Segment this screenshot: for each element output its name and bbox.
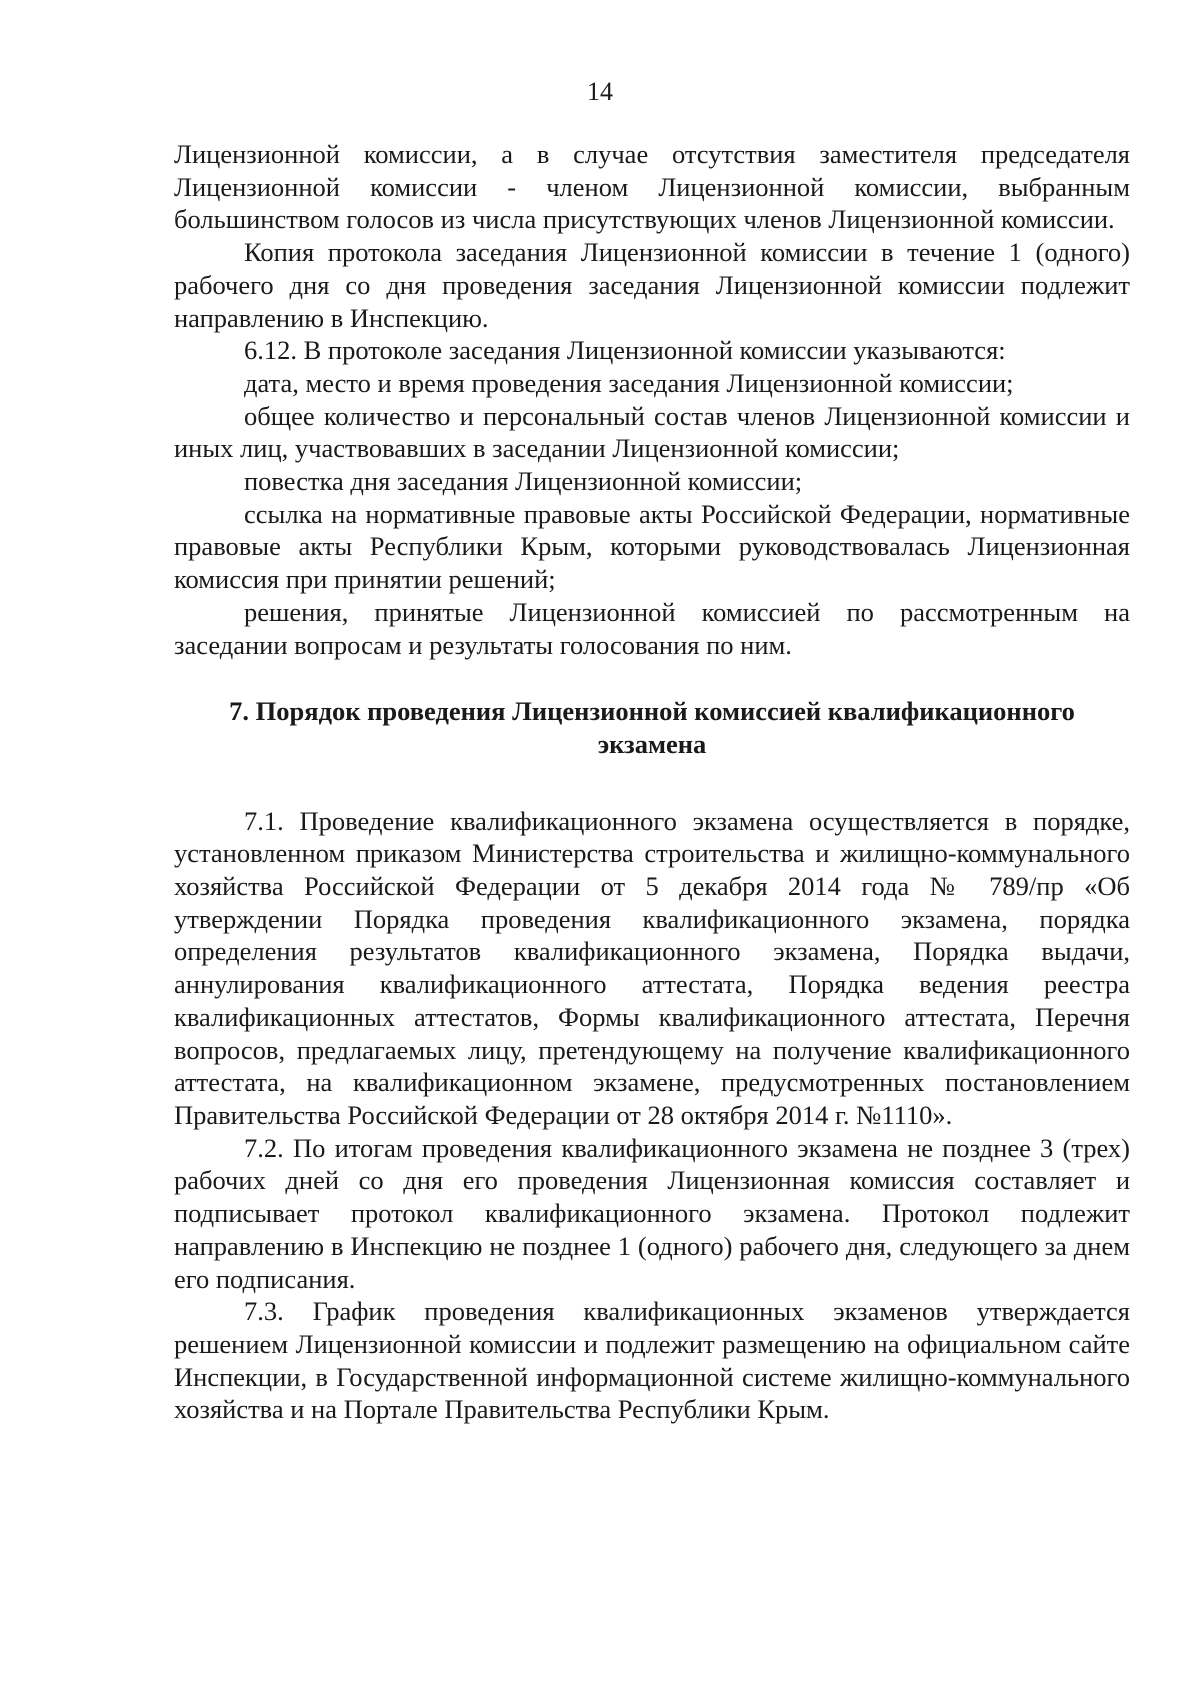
document-body: [174, 138, 1130, 1426]
list-item-agenda: повестка дня заседания Лицензионной комиссии;: [244, 466, 803, 497]
page-number: 14: [587, 77, 613, 106]
list-item-decisions: решения, принятые Лицензионной комиссией по рассмотренным на заседании вопросам и результаты голосования по ним.: [174, 596, 1130, 660]
paragraph-protocol-copy: Копия протокола заседания Лицензионной комиссии в течение 1 (одного) рабочего дня со дня проведения заседания Лицензионной комиссии подлежит направлению в Инспекцию.: [174, 237, 1130, 333]
section-7-heading: 7. Порядок проведения Лицензионной комиссией квалификационного экзамена: [229, 696, 1075, 759]
list-item-members: общее количество и персональный состав членов Лицензионной комиссии и иных лиц, участвовавших в заседании Лицензионной комиссии;: [174, 400, 1130, 464]
list-item-legal-acts: ссылка на нормативные правовые акты Российской Федерации, нормативные правовые акты Республики Крым, которыми руководствовалась Лицензионная комиссия при принятии решений;: [174, 498, 1130, 595]
paragraph-7-1: 7.1. Проведение квалификационного экзамена осуществляется в порядке, установленном приказом Министерства строительства и жилищно-коммунального хозяйства Российской Федерации от 5 декабря 2014 года № 789/пр «Об утверждении Порядка проведения квалификационного экзамена, порядка определения результатов квалификационного экзамена, Порядка выдачи, аннулирования квалификационного аттестата, Порядка ведения реестра квалификационных аттестатов, Формы квалификационного аттестата, Перечня вопросов, предлагаемых лицу, претендующему на получение квалификационного аттестата, на квалификационном экзамене, предусмотренных постановлением Правительства Российской Федерации от 28 октября 2014 г. №1110».: [174, 805, 1130, 1130]
list-item-date-place: дата, место и время проведения заседания Лицензионной комиссии;: [244, 367, 1014, 398]
paragraph-7-2: 7.2. По итогам проведения квалификационного экзамена не позднее 3 (трех) рабочих дней со дня его проведения Лицензионная комиссия составляет и подписывает протокол квалификационного экзамена. Протокол подлежит направлению в Инспекцию не позднее 1 (одного) рабочего дня, следующего за днем его подписания.: [174, 1132, 1130, 1294]
paragraph-6-12: 6.12. В протоколе заседания Лицензионной комиссии указываются:: [244, 335, 1006, 366]
paragraph-7-3: 7.3. График проведения квалификационных экзаменов утверждается решением Лицензионной комиссии и подлежит размещению на официальном сайте Инспекции, в Государственной информационной системе жилищно-коммунального хозяйства и на Портале Правительства Республики Крым.: [174, 1296, 1130, 1425]
paragraph-continuation: Лицензионной комиссии, а в случае отсутствия заместителя председателя Лицензионной комиссии - членом Лицензионной комиссии, выбранным большинством голосов из числа присутствующих членов Лицензионной комиссии.: [174, 139, 1130, 235]
